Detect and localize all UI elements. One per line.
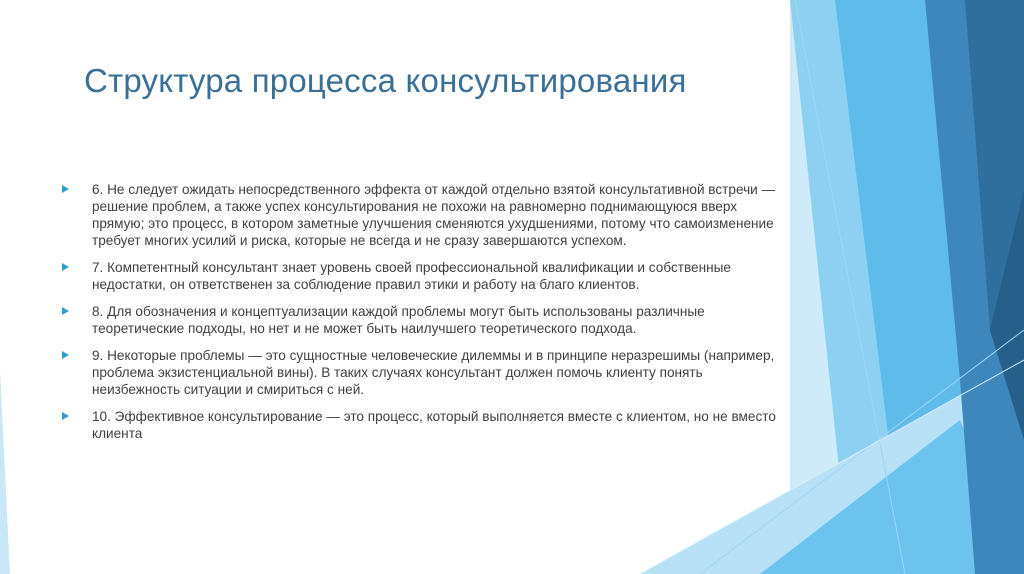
bullet-text: 6. Не следует ожидать непосредственного эффекта от каждой отдельно взятой консультативной встречи — решение проблем, а также успех консультирования не похожи на равномерно поднимающуюся вверх прямую; это процесс, в котором заметные улучшения сменяются ухудшениями, потому что самоизменение требует многих усилий и риска, которые не всегда и не сразу завершаются успехом. bbox=[92, 182, 776, 248]
bullet-item bbox=[62, 303, 782, 337]
bullet-text: 8. Для обозначения и концептуализации каждой проблемы могут быть использованы различные теоретические подходы, но нет и не может быть наилучшего теоретического подхода. bbox=[92, 304, 705, 336]
bullet-item bbox=[62, 181, 782, 249]
triangle-bullet-icon bbox=[62, 263, 69, 271]
slide-title: Структура процесса консультирования bbox=[84, 62, 687, 99]
bullet-text: 10. Эффективное консультирование — это процесс, который выполняется вместе с клиентом, но не вместо клиента bbox=[92, 409, 776, 441]
triangle-bullet-icon bbox=[62, 307, 69, 315]
triangle-bullet-icon bbox=[62, 412, 69, 420]
left-edge-facet bbox=[0, 370, 10, 574]
bullet-item bbox=[62, 259, 782, 293]
triangle-bullet-icon bbox=[62, 351, 69, 359]
triangle-bullet-icon bbox=[62, 185, 69, 193]
bullet-text: 9. Некоторые проблемы — это сущностные человеческие дилеммы и в принципе неразрешимы (например, проблема экзистенциальной вины). В таких случаях консультант должен помочь клиенту понять неизбежность ситуации и смириться с ней. bbox=[92, 348, 775, 397]
bullet-item bbox=[62, 408, 782, 442]
bullet-item bbox=[62, 347, 782, 398]
bullet-text: 7. Компетентный консультант знает уровень своей профессиональной квалификации и собственные недостатки, он ответственен за соблюдение правил этики и работу на благо клиентов. bbox=[92, 260, 731, 292]
bullet-list bbox=[62, 181, 782, 452]
